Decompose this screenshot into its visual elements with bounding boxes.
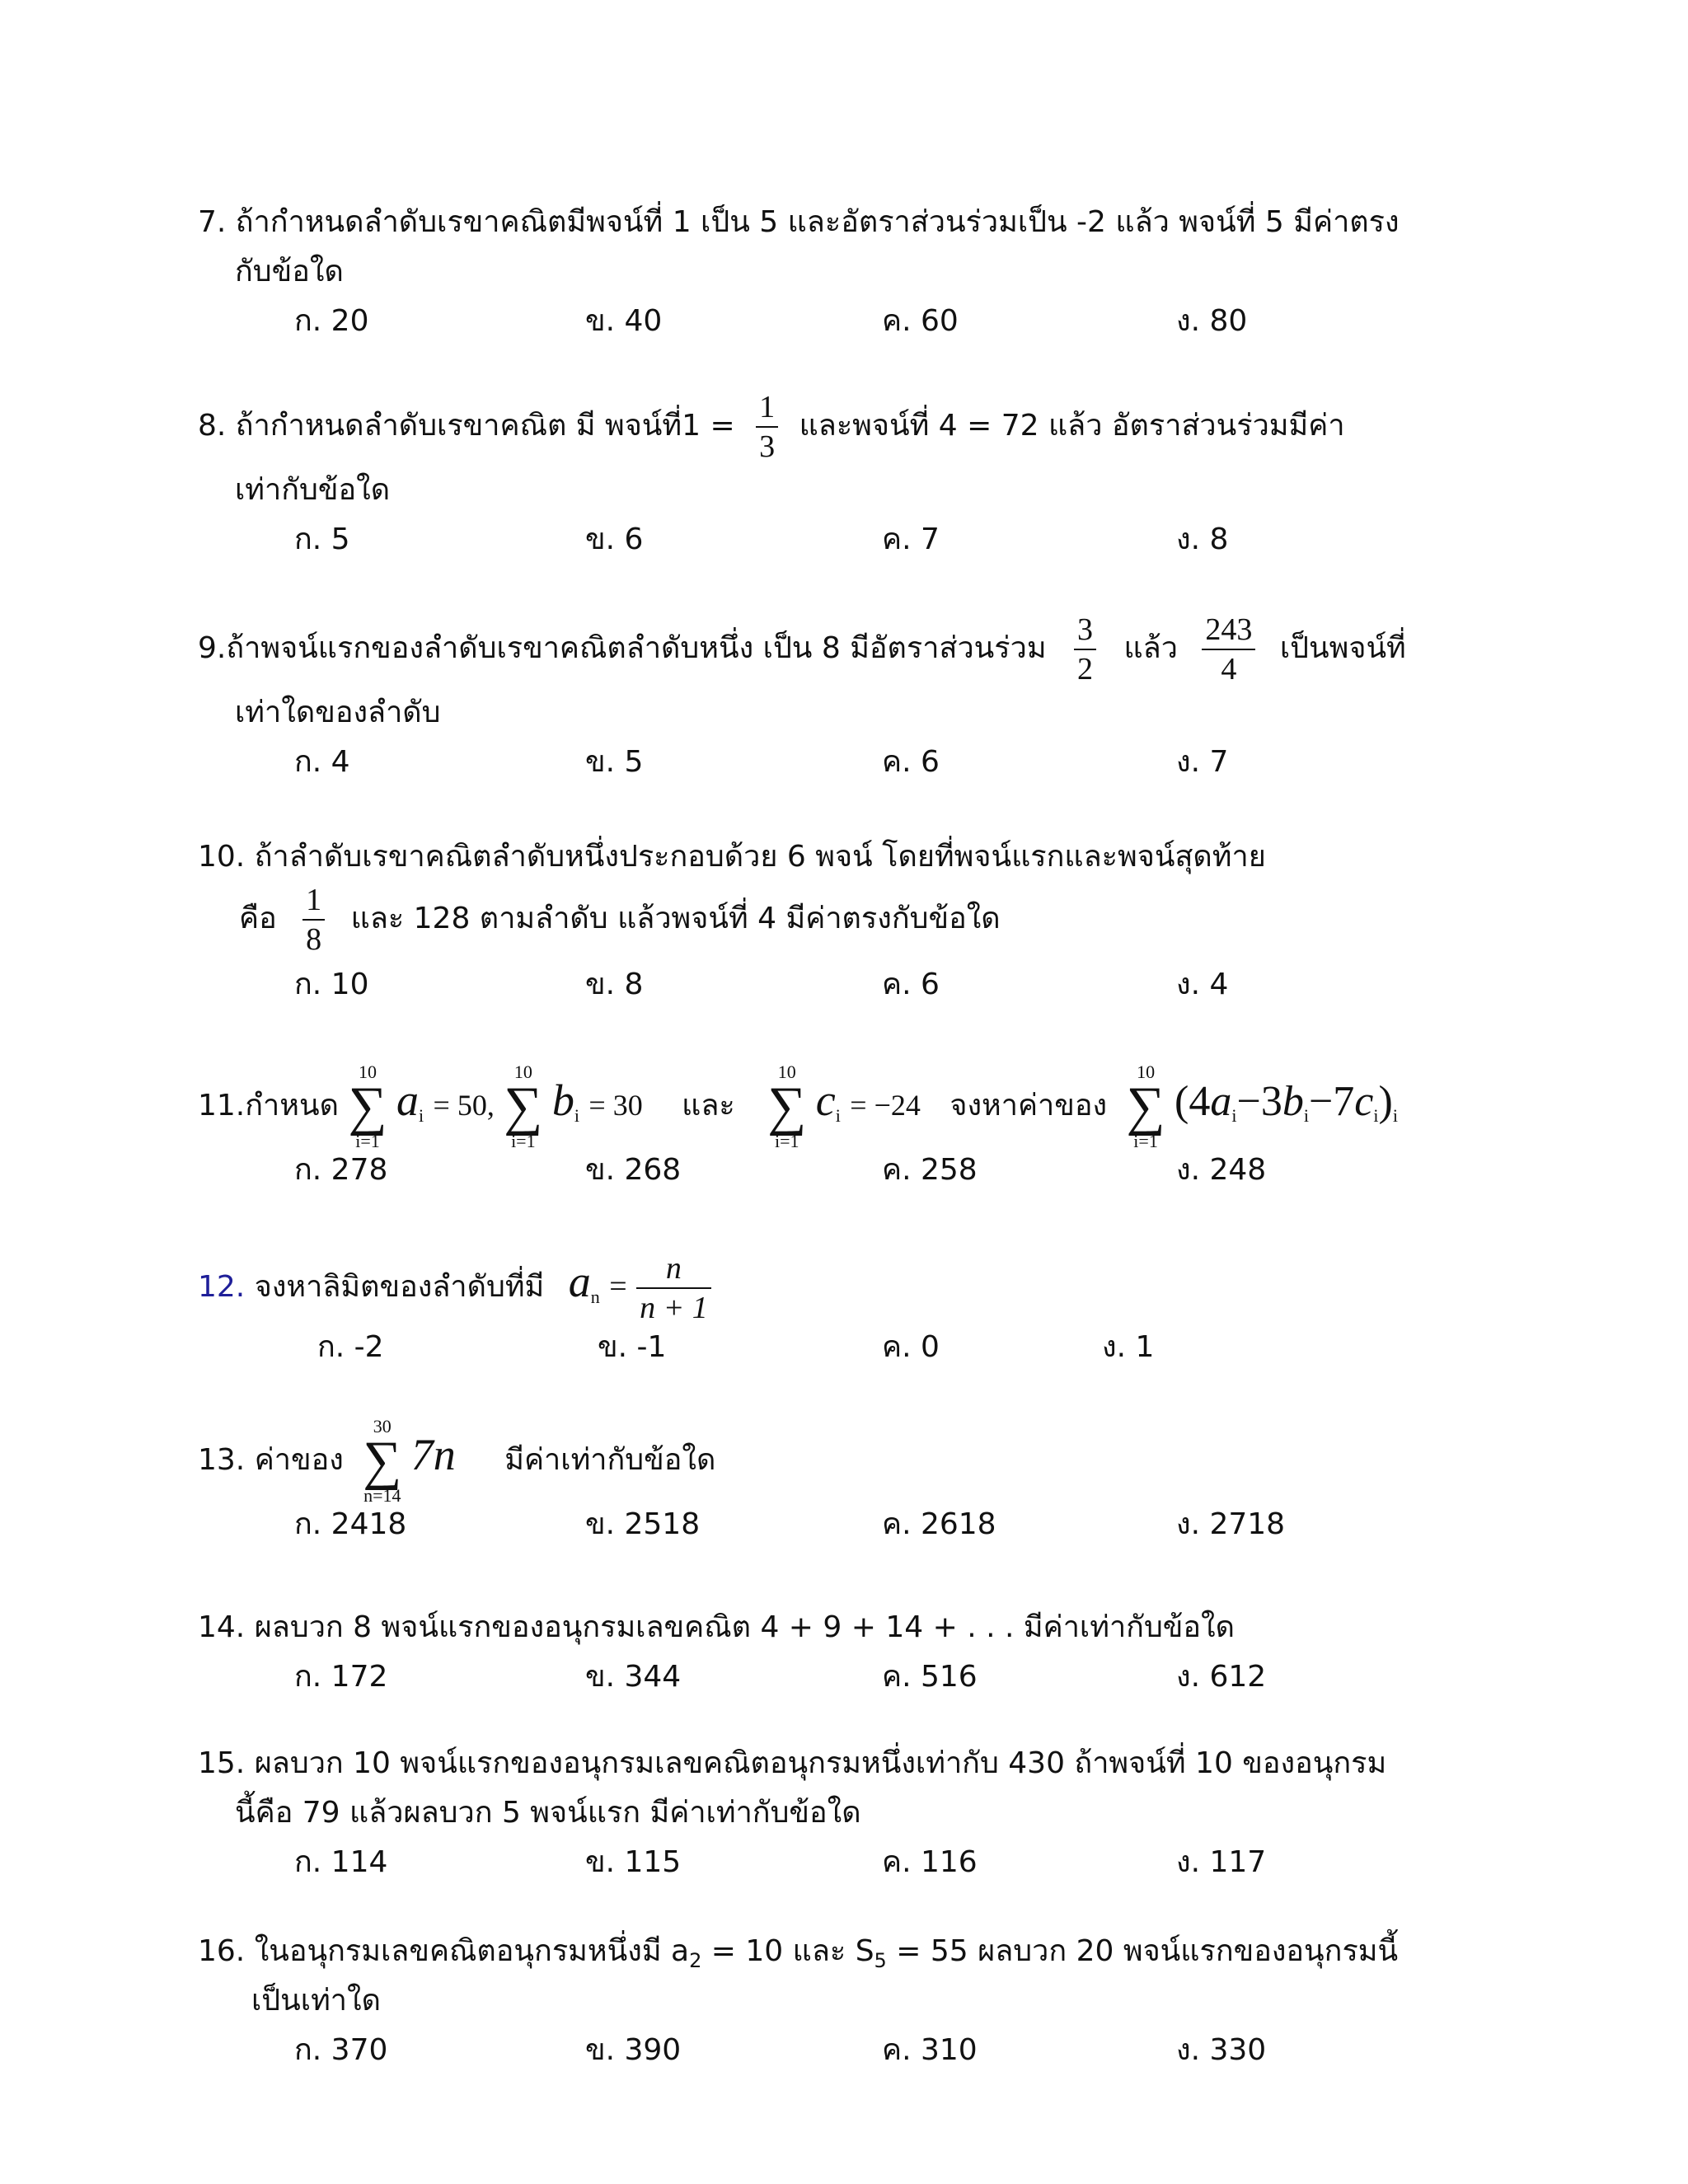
choice-a[interactable]: ก. 114	[294, 1845, 388, 1879]
fraction-denominator: 4	[1221, 652, 1237, 687]
fraction-numerator: 243	[1202, 614, 1255, 650]
equals-30: = 30	[588, 1089, 643, 1122]
choice-b[interactable]: ข. -1	[598, 1330, 667, 1364]
choice-d[interactable]: ง. 117	[1176, 1845, 1267, 1879]
question-7-text-cont: กับข้อใด	[235, 255, 344, 288]
choice-d[interactable]: ง. 8	[1176, 523, 1229, 556]
subscript-5: 5	[874, 1949, 887, 1973]
sum-upper-limit: 10	[513, 1061, 532, 1082]
question-12-number: 12.	[198, 1270, 246, 1304]
sum-expr-sigma	[1127, 1063, 1165, 1151]
sum-c-sigma	[767, 1063, 806, 1151]
word-and: และ	[682, 1089, 735, 1122]
term-c: c	[815, 1076, 836, 1125]
sum-term: 7n	[410, 1430, 456, 1479]
sum-sigma	[363, 1415, 402, 1507]
choice-d[interactable]: ง. 2718	[1176, 1507, 1286, 1541]
sigma-symbol: ∑	[363, 1430, 402, 1491]
question-16-text-post: = 55 ผลบวก 20 พจน์แรกของอนุกรมนี้	[886, 1934, 1399, 1968]
fraction-n-over-n-plus-1	[636, 1253, 711, 1324]
fraction-numerator: 1	[756, 391, 778, 428]
sigma-symbol: ∑	[504, 1076, 543, 1137]
term-b: b	[551, 1076, 574, 1125]
sigma-symbol: ∑	[348, 1076, 387, 1137]
question-10-text-cont	[239, 882, 1001, 956]
question-15-text: 15. ผลบวก 10 พจน์แรกของอนุกรมเลขคณิตอนุกรมหนึ่งเท่ากับ 430 ถ้าพจน์ที่ 10 ของอนุกรม	[198, 1746, 1387, 1780]
fraction-numerator: n	[636, 1253, 711, 1289]
question-9-text-post: เป็นพจน์ที่	[1279, 631, 1406, 665]
subscript-i: i	[418, 1105, 424, 1126]
sum-a-sigma	[348, 1063, 387, 1151]
question-9-text-cont: เท่าใดของลำดับ	[235, 696, 441, 729]
choice-a[interactable]: ก. 370	[294, 2033, 388, 2067]
fraction-243-fourths	[1202, 614, 1255, 685]
choice-b[interactable]: ข. 344	[585, 1660, 682, 1694]
choice-b[interactable]: ข. 2518	[585, 1507, 701, 1541]
choice-a[interactable]: ก. 20	[294, 304, 369, 338]
expr-minus-7: −7	[1308, 1078, 1355, 1125]
term-a: a	[396, 1076, 419, 1125]
question-8-text-post: และพจน์ที่ 4 = 72 แล้ว อัตราส่วนร่วมมีค่า	[799, 409, 1345, 443]
choice-b[interactable]: ข. 40	[585, 304, 663, 338]
choice-d[interactable]: ง. 330	[1176, 2033, 1267, 2067]
sum-upper-limit: 10	[1137, 1061, 1156, 1082]
sum-upper-limit: 10	[777, 1061, 796, 1082]
fraction-denominator: 3	[759, 429, 776, 464]
expr-close: )	[1378, 1078, 1393, 1125]
sum-lower-limit: n=14	[363, 1485, 401, 1507]
expr-open: (4	[1175, 1078, 1211, 1125]
question-12-text-body: จงหาลิมิตของลำดับที่มี	[254, 1270, 545, 1304]
sequence-a: a	[568, 1257, 591, 1306]
choice-c[interactable]: ค. 7	[882, 523, 940, 556]
question-8-text	[198, 391, 1345, 462]
subscript-i: i	[835, 1105, 841, 1126]
question-14-text: 14. ผลบวก 8 พจน์แรกของอนุกรมเลขคณิต 4 + 9 + 14 + . . . มีค่าเท่ากับข้อใด	[198, 1610, 1235, 1644]
choice-c[interactable]: ค. 310	[882, 2033, 978, 2067]
subscript-i: i	[574, 1105, 579, 1126]
equals-minus-24: = −24	[850, 1089, 921, 1122]
question-16-text-cont: เป็นเท่าใด	[251, 1984, 381, 2018]
question-8-text-pre: 8. ถ้ากำหนดลำดับเรขาคณิต มี พจน์ที่1 =	[198, 409, 735, 443]
subscript-n: n	[590, 1286, 600, 1307]
question-15-text-cont: นี้คือ 79 แล้วผลบวก 5 พจน์แรก มีค่าเท่ากับข้อใด	[235, 1796, 861, 1830]
choice-b[interactable]: ข. 268	[585, 1153, 682, 1187]
fraction-denominator: 2	[1077, 652, 1094, 687]
sum-lower-limit: i=1	[774, 1131, 799, 1152]
question-10-text-pre: คือ	[239, 902, 277, 935]
choice-c[interactable]: ค. 116	[882, 1845, 978, 1879]
fraction-denominator: 8	[306, 922, 322, 957]
choice-c[interactable]: ค. 258	[882, 1153, 978, 1187]
sigma-symbol: ∑	[1126, 1076, 1165, 1137]
fraction-numerator: 3	[1074, 614, 1096, 650]
choice-b[interactable]: ข. 5	[585, 745, 644, 779]
expr-c: c	[1354, 1078, 1374, 1125]
choice-d[interactable]: ง. 612	[1176, 1660, 1267, 1694]
question-10-text: 10. ถ้าลำดับเรขาคณิตลำดับหนึ่งประกอบด้วย 6 พจน์ โดยที่พจน์แรกและพจน์สุดท้าย	[198, 840, 1266, 874]
choice-a[interactable]: ก. -2	[317, 1330, 384, 1364]
question-13-text	[198, 1409, 716, 1507]
subscript-i: i	[1231, 1105, 1237, 1126]
question-7-text: 7. ถ้ากำหนดลำดับเรขาคณิตมีพจน์ที่ 1 เป็น 5 และอัตราส่วนร่วมเป็น -2 แล้ว พจน์ที่ 5 มีค่าตรง	[198, 205, 1400, 239]
question-13-text-pre: 13. ค่าของ	[198, 1443, 344, 1477]
sum-lower-limit: i=1	[355, 1131, 380, 1152]
question-11-text-pre: 11.กำหนด	[198, 1089, 339, 1122]
fraction-three-halves	[1074, 614, 1096, 685]
choice-c[interactable]: ค. 0	[882, 1330, 940, 1364]
question-8-text-cont: เท่ากับข้อใด	[235, 473, 391, 507]
choice-a[interactable]: ก. 10	[294, 968, 369, 1001]
word-find: จงหาค่าของ	[950, 1089, 1108, 1122]
choice-c[interactable]: ค. 516	[882, 1660, 978, 1694]
sum-lower-limit: i=1	[511, 1131, 536, 1152]
choice-d[interactable]: ง. 80	[1176, 304, 1248, 338]
fraction-one-third	[756, 391, 778, 462]
expr-minus-3: −3	[1236, 1078, 1282, 1125]
expr-a: a	[1210, 1078, 1232, 1125]
subscript-i: i	[1392, 1105, 1398, 1126]
question-13-text-post: มีค่าเท่ากับข้อใด	[504, 1443, 716, 1477]
subscript-2: 2	[689, 1949, 702, 1973]
question-11-text	[198, 1055, 1398, 1152]
subscript-i: i	[1373, 1105, 1379, 1126]
sum-b-sigma	[504, 1063, 542, 1151]
choice-a[interactable]: ก. 5	[294, 523, 350, 556]
sigma-symbol: ∑	[767, 1076, 807, 1137]
question-16-text-pre: 16. ในอนุกรมเลขคณิตอนุกรมหนึ่งมี a	[198, 1934, 690, 1968]
expr-b: b	[1282, 1078, 1304, 1125]
choice-d[interactable]: ง. 4	[1176, 968, 1229, 1001]
question-9-text-mid: แล้ว	[1123, 631, 1178, 665]
choice-c[interactable]: ค. 2618	[882, 1507, 996, 1541]
question-9-text	[198, 614, 1406, 685]
choice-a[interactable]: ก. 2418	[294, 1507, 407, 1541]
choice-c[interactable]: ค. 6	[882, 968, 940, 1001]
question-9-text-pre: 9.ถ้าพจน์แรกของลำดับเรขาคณิตลำดับหนึ่ง เป็น 8 มีอัตราส่วนร่วม	[198, 631, 1047, 665]
fraction-one-eighth	[302, 884, 325, 955]
sum-upper-limit: 10	[358, 1061, 377, 1082]
choice-b[interactable]: ข. 8	[585, 968, 644, 1001]
choice-c[interactable]: ค. 60	[882, 304, 959, 338]
sum-upper-limit: 30	[373, 1415, 392, 1436]
choice-a[interactable]: ก. 172	[294, 1660, 388, 1694]
subscript-i: i	[1303, 1105, 1309, 1126]
equals-50: = 50,	[433, 1089, 495, 1122]
question-10-text-post: และ 128 ตามลำดับ แล้วพจน์ที่ 4 มีค่าตรงกับข้อใด	[350, 902, 1001, 935]
choice-b[interactable]: ข. 390	[585, 2033, 682, 2067]
choice-d[interactable]: ง. 1	[1102, 1330, 1155, 1364]
fraction-denominator: n + 1	[640, 1291, 708, 1325]
choice-b[interactable]: ข. 6	[585, 523, 644, 556]
choice-a[interactable]: ก. 278	[294, 1153, 388, 1187]
equals-sign: =	[609, 1269, 627, 1304]
fraction-numerator: 1	[302, 884, 325, 921]
choice-d[interactable]: ง. 7	[1176, 745, 1229, 779]
choice-b[interactable]: ข. 115	[585, 1845, 682, 1879]
choice-a[interactable]: ก. 4	[294, 745, 350, 779]
sum-lower-limit: i=1	[1133, 1131, 1158, 1152]
choice-d[interactable]: ง. 248	[1176, 1153, 1267, 1187]
question-16-text-mid: = 10 และ S	[701, 1934, 874, 1968]
choice-c[interactable]: ค. 6	[882, 745, 940, 779]
